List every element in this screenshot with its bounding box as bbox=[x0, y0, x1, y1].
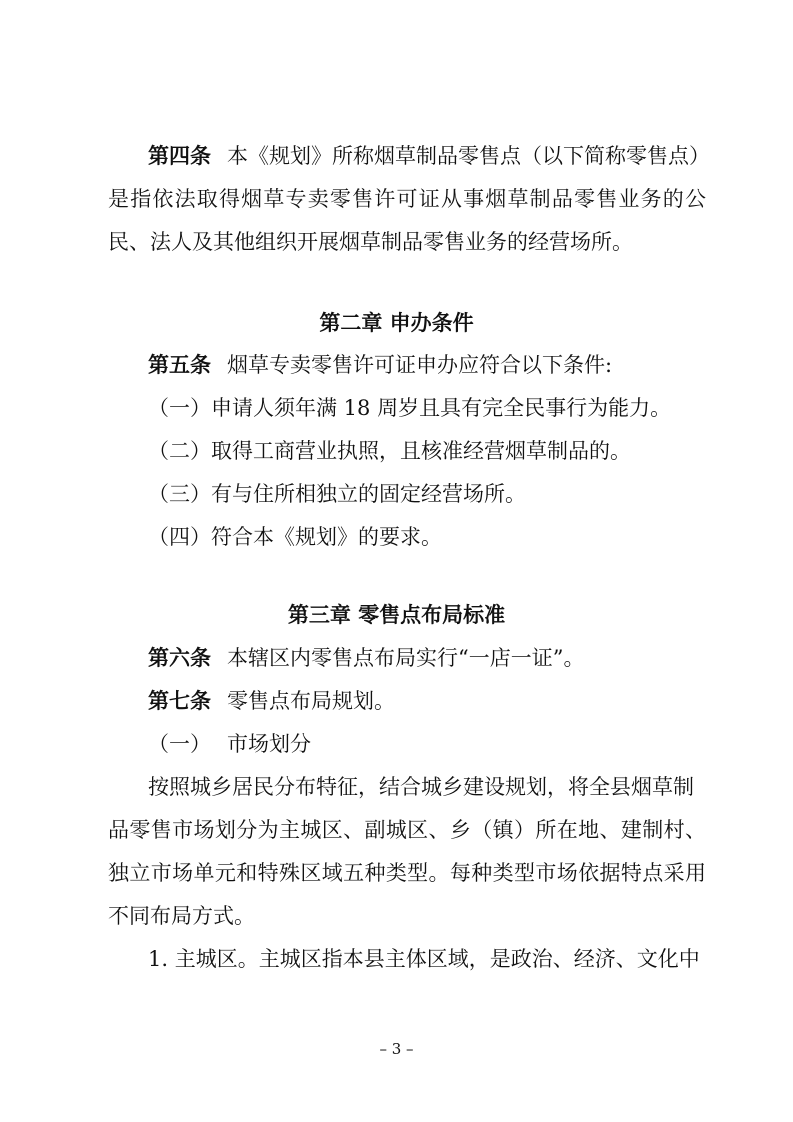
market-para-line2: 品零售市场划分为主城区、副城区、乡（镇）所在地、建制村、 bbox=[108, 818, 706, 842]
chapter3-title: 第三章 零售点布局标准 bbox=[287, 603, 506, 627]
section1-text: 市场划分 bbox=[227, 732, 311, 756]
article7-line bbox=[148, 686, 395, 716]
item1-main-city: 1. 主城区。主城区指本县主体区域，是政治、经济、文化中 bbox=[148, 947, 700, 971]
article6-label: 第六条 bbox=[148, 646, 211, 670]
article7-label: 第七条 bbox=[148, 689, 211, 713]
article4-text-line3: 民、法人及其他组织开展烟草制品零售业务的经营场所。 bbox=[108, 230, 633, 254]
condition-item-1: （一）申请人须年满 18 周岁且具有完全民事行为能力。 bbox=[148, 396, 672, 420]
page-number: – 3 – bbox=[379, 1040, 414, 1058]
condition-item-4: （四）符合本《规划》的要求。 bbox=[148, 525, 442, 549]
section1-line bbox=[148, 729, 311, 759]
article4-label: 第四条 bbox=[148, 144, 211, 168]
chapter2-title: 第二章 申办条件 bbox=[319, 311, 474, 335]
market-para-line4: 不同布局方式。 bbox=[108, 904, 255, 928]
article7-text: 零售点布局规划。 bbox=[227, 689, 395, 713]
article4-text-line1: 本《规划》所称烟草制品零售点（以下简称零售点） bbox=[227, 144, 710, 168]
market-para-line1: 按照城乡居民分布特征，结合城乡建设规划，将全县烟草制 bbox=[148, 775, 694, 799]
article5-line bbox=[148, 350, 612, 380]
article5-text: 烟草专卖零售许可证申办应符合以下条件: bbox=[227, 353, 613, 377]
condition-item-2: （二）取得工商营业执照，且核准经营烟草制品的。 bbox=[148, 439, 631, 463]
condition-item-3: （三）有与住所相独立的固定经营场所。 bbox=[148, 482, 526, 506]
article6-line bbox=[148, 643, 584, 673]
article4-text-line2: 是指依法取得烟草专卖零售许可证从事烟草制品零售业务的公 bbox=[108, 187, 706, 211]
article4-first-line bbox=[148, 141, 710, 171]
article5-label: 第五条 bbox=[148, 353, 211, 377]
article6-text: 本辖区内零售点布局实行“一店一证”。 bbox=[227, 646, 585, 670]
market-para-line3: 独立市场单元和特殊区域五种类型。每种类型市场依据特点采用 bbox=[108, 861, 706, 885]
section1-label: （一） bbox=[148, 732, 211, 756]
